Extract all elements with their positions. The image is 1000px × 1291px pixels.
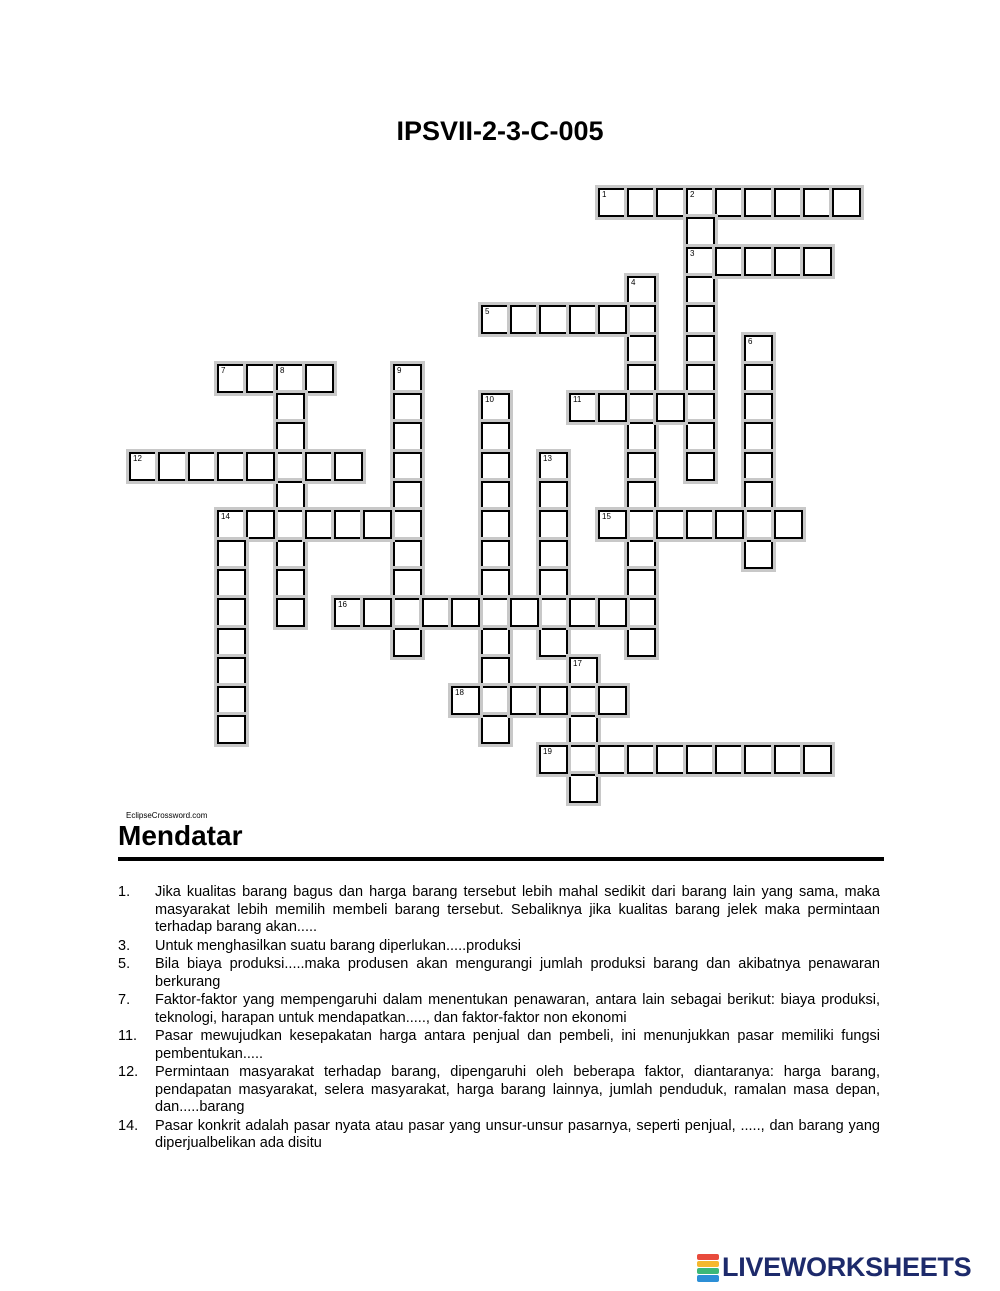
clue-text: Jika kualitas barang bagus dan harga barang tersebut lebih mahal sedikit dari barang lain yang sama, maka masyarakat lebih memilih membeli barang tersebut. Sebaliknya jika kualitas barang jelek maka permintaan terhadap barang akan.....: [155, 884, 880, 935]
crossword-cell[interactable]: [569, 686, 598, 715]
crossword-cell[interactable]: [539, 628, 568, 657]
crossword-cell[interactable]: [744, 481, 773, 510]
clue-number-label: 10: [485, 395, 494, 404]
crossword-cell[interactable]: [363, 598, 392, 627]
page-title: IPSVII-2-3-C-005: [396, 116, 604, 146]
crossword-cell[interactable]: [627, 393, 656, 422]
crossword-cell[interactable]: [481, 628, 510, 657]
crossword-cell[interactable]: [129, 452, 158, 481]
crossword-cell[interactable]: [803, 247, 832, 276]
clue-number: 11.: [118, 1028, 138, 1044]
crossword-cell[interactable]: [627, 364, 656, 393]
crossword-cell[interactable]: [539, 569, 568, 598]
crossword-cell[interactable]: [276, 540, 305, 569]
crossword-cell[interactable]: [393, 510, 422, 539]
crossword-cell[interactable]: [627, 628, 656, 657]
clue-number: 1.: [118, 884, 131, 900]
crossword-cell[interactable]: [598, 686, 627, 715]
clue-item: [118, 884, 880, 937]
crossword-cell[interactable]: [715, 510, 744, 539]
crossword-cell[interactable]: [569, 305, 598, 334]
crossword-cell[interactable]: [481, 569, 510, 598]
clue-number-label: 7: [221, 366, 226, 375]
crossword-cell[interactable]: [481, 657, 510, 686]
crossword-cell[interactable]: [744, 247, 773, 276]
crossword-cell[interactable]: [744, 188, 773, 217]
crossword-cell[interactable]: [627, 598, 656, 627]
crossword-cell[interactable]: [569, 598, 598, 627]
crossword-cell[interactable]: [686, 217, 715, 246]
clue-text: Pasar mewujudkan kesepakatan harga antara penjual dan pembeli, ini menunjukkan pasar memiliki fungsi pembentukan.....: [155, 1028, 880, 1062]
crossword-cell[interactable]: [481, 598, 510, 627]
crossword-cell[interactable]: [656, 188, 685, 217]
crossword-cell[interactable]: [569, 745, 598, 774]
crossword-cell[interactable]: [715, 745, 744, 774]
crossword-cell[interactable]: [539, 540, 568, 569]
clue-text: Pasar konkrit adalah pasar nyata atau pasar yang unsur-unsur pasarnya, seperti penjual, ....., dan barang yang diperjualbelikan ada disitu: [155, 1117, 880, 1151]
crossword-cell[interactable]: [686, 335, 715, 364]
clue-item: [118, 956, 880, 991]
crossword-cell[interactable]: [481, 510, 510, 539]
crossword-cell[interactable]: [656, 745, 685, 774]
crossword-cell[interactable]: [158, 452, 187, 481]
crossword-cell[interactable]: [598, 305, 627, 334]
brand-logo: [697, 1252, 971, 1283]
crossword-cell[interactable]: [539, 452, 568, 481]
crossword-cell[interactable]: [656, 510, 685, 539]
crossword-cell[interactable]: [217, 715, 246, 744]
crossword-cell[interactable]: [276, 510, 305, 539]
crossword-cell[interactable]: [481, 686, 510, 715]
crossword-cell[interactable]: [217, 657, 246, 686]
crossword-cell[interactable]: [744, 364, 773, 393]
crossword-cell[interactable]: [686, 364, 715, 393]
crossword-cell[interactable]: [715, 247, 744, 276]
crossword-cell[interactable]: [393, 393, 422, 422]
clue-number-label: 6: [748, 337, 753, 346]
crossword-cell[interactable]: [393, 569, 422, 598]
clue-number-label: 4: [631, 278, 636, 287]
crossword-cell[interactable]: [188, 452, 217, 481]
clue-number-label: 1: [602, 190, 607, 199]
clue-item: [118, 938, 880, 956]
crossword-cell[interactable]: [686, 276, 715, 305]
crossword-cell[interactable]: [393, 452, 422, 481]
crossword-cell[interactable]: [539, 686, 568, 715]
crossword-cell[interactable]: [217, 598, 246, 627]
crossword-cell[interactable]: [627, 335, 656, 364]
clue-item: [118, 992, 880, 1027]
crossword-cell[interactable]: [686, 305, 715, 334]
clue-number-label: 17: [573, 659, 582, 668]
clue-number-label: 13: [543, 454, 552, 463]
crossword-cell[interactable]: [246, 510, 275, 539]
crossword-cell[interactable]: [598, 510, 627, 539]
crossword-cell[interactable]: [656, 393, 685, 422]
crossword-cell[interactable]: [481, 452, 510, 481]
crossword-cell[interactable]: [334, 598, 363, 627]
crossword-cell[interactable]: [569, 657, 598, 686]
crossword-cell[interactable]: [481, 481, 510, 510]
clue-number-label: 2: [690, 190, 695, 199]
clue-text: Faktor-faktor yang mempengaruhi dalam menentukan penawaran, antara lain sebagai berikut: biaya produksi, teknologi, harapan untuk mendapatkan....., dan faktor-faktor non ekonomi: [155, 992, 880, 1026]
crossword-cell[interactable]: [276, 364, 305, 393]
eclipsecrossword-credit: EclipseCrossword.com: [126, 811, 208, 820]
crossword-cell[interactable]: [627, 481, 656, 510]
crossword-cell[interactable]: [481, 540, 510, 569]
section-divider: [118, 857, 884, 861]
crossword-cell[interactable]: [393, 422, 422, 451]
clue-number: 12.: [118, 1064, 139, 1080]
clue-number: 3.: [118, 937, 131, 954]
crossword-cell[interactable]: [393, 540, 422, 569]
clue-item: [118, 1064, 880, 1117]
crossword-cell[interactable]: [744, 452, 773, 481]
crossword-cell[interactable]: [774, 745, 803, 774]
clue-text: Permintaan masyarakat terhadap barang, dipengaruhi oleh beberapa faktor, diantaranya: harga barang, pendapatan masyarakat, selera masyarakat, harga barang lainnya, jumlah penduduk, ramalan masa depan, dan.....barang: [155, 1064, 880, 1115]
crossword-cell[interactable]: [451, 598, 480, 627]
crossword-cell[interactable]: [627, 540, 656, 569]
crossword-cell[interactable]: [627, 188, 656, 217]
crossword-cell[interactable]: [774, 247, 803, 276]
crossword-cell[interactable]: [686, 745, 715, 774]
crossword-cell[interactable]: [393, 364, 422, 393]
crossword-cell[interactable]: [539, 745, 568, 774]
crossword-cell[interactable]: [305, 452, 334, 481]
crossword-cell[interactable]: [803, 188, 832, 217]
crossword-cell[interactable]: [627, 276, 656, 305]
crossword-cell[interactable]: [481, 305, 510, 334]
crossword-cell[interactable]: [481, 422, 510, 451]
crossword-cell[interactable]: [276, 569, 305, 598]
crossword-cell[interactable]: [393, 628, 422, 657]
crossword-cell[interactable]: [627, 305, 656, 334]
crossword-cell[interactable]: [246, 452, 275, 481]
crossword-cell[interactable]: [539, 481, 568, 510]
crossword-cell[interactable]: [686, 452, 715, 481]
crossword-cell[interactable]: [393, 598, 422, 627]
crossword-cell[interactable]: [510, 686, 539, 715]
clue-list: [118, 884, 880, 1154]
crossword-cell[interactable]: [246, 364, 275, 393]
crossword-cell[interactable]: [744, 745, 773, 774]
crossword-cell[interactable]: [334, 452, 363, 481]
crossword-cell[interactable]: [217, 686, 246, 715]
crossword-cell[interactable]: [305, 510, 334, 539]
crossword-cell[interactable]: [393, 481, 422, 510]
clue-number-label: 3: [690, 249, 695, 258]
crossword-cell[interactable]: [627, 510, 656, 539]
crossword-cell[interactable]: [686, 393, 715, 422]
crossword-cell[interactable]: [686, 188, 715, 217]
crossword-cell[interactable]: [305, 364, 334, 393]
crossword-cell[interactable]: [832, 188, 861, 217]
crossword-cell[interactable]: [686, 510, 715, 539]
crossword-cell[interactable]: [744, 422, 773, 451]
crossword-cell[interactable]: [539, 305, 568, 334]
crossword-cell[interactable]: [627, 452, 656, 481]
crossword-cell[interactable]: [334, 510, 363, 539]
crossword-cell[interactable]: [774, 188, 803, 217]
crossword-cell[interactable]: [276, 393, 305, 422]
crossword-cell[interactable]: [217, 364, 246, 393]
crossword-cell[interactable]: [598, 188, 627, 217]
clue-number: 7.: [118, 992, 131, 1008]
clue-number-label: 9: [397, 366, 402, 375]
section-title-mendatar: Mendatar: [118, 820, 243, 851]
crossword-cell[interactable]: [217, 569, 246, 598]
crossword-cell[interactable]: [217, 628, 246, 657]
crossword-cell[interactable]: [744, 540, 773, 569]
brand-text: LIVEWORKSHEETS: [722, 1252, 972, 1282]
crossword-cell[interactable]: [598, 393, 627, 422]
clue-number: 14.: [118, 1117, 139, 1134]
crossword-cell[interactable]: [744, 510, 773, 539]
crossword-cell[interactable]: [569, 715, 598, 744]
crossword-cell[interactable]: [744, 393, 773, 422]
clue-number-label: 19: [543, 747, 552, 756]
clue-text: Bila biaya produksi.....maka produsen akan mengurangi jumlah produksi barang dan akibatnya penawaran berkurang: [155, 956, 880, 990]
crossword-cell[interactable]: [774, 510, 803, 539]
crossword-cell[interactable]: [276, 452, 305, 481]
crossword-cell[interactable]: [598, 745, 627, 774]
crossword-cell[interactable]: [217, 452, 246, 481]
crossword-cell[interactable]: [539, 598, 568, 627]
crossword-cell[interactable]: [276, 422, 305, 451]
clue-number-label: 8: [280, 366, 285, 375]
crossword-cell[interactable]: [627, 745, 656, 774]
clue-number-label: 15: [602, 512, 611, 521]
crossword-cell[interactable]: [744, 335, 773, 364]
crossword-cell[interactable]: [217, 540, 246, 569]
crossword-cell[interactable]: [363, 510, 392, 539]
crossword-cell[interactable]: [481, 715, 510, 744]
crossword-cell[interactable]: [803, 745, 832, 774]
crossword-cell[interactable]: [627, 422, 656, 451]
crossword-cell[interactable]: [510, 305, 539, 334]
crossword-cell[interactable]: [627, 569, 656, 598]
crossword-cell[interactable]: [217, 510, 246, 539]
clue-number-label: 18: [455, 688, 464, 697]
crossword-cell[interactable]: [481, 393, 510, 422]
clue-number-label: 16: [338, 600, 347, 609]
crossword-cell[interactable]: [451, 686, 480, 715]
crossword-cell[interactable]: [539, 510, 568, 539]
crossword-cell[interactable]: [276, 481, 305, 510]
crossword-cell[interactable]: [686, 422, 715, 451]
crossword-cell[interactable]: [510, 598, 539, 627]
crossword-cell[interactable]: [276, 598, 305, 627]
clue-number-label: 11: [573, 395, 582, 404]
crossword-cell[interactable]: [715, 188, 744, 217]
crossword-cell[interactable]: [422, 598, 451, 627]
clue-item: [118, 1118, 880, 1153]
clue-number-label: 5: [485, 307, 490, 316]
clue-item: [118, 1028, 880, 1063]
crossword-cell[interactable]: [686, 247, 715, 276]
clue-number: 5.: [118, 956, 131, 972]
liveworksheets-logo-icon: [697, 1254, 719, 1282]
clue-text: Untuk menghasilkan suatu barang diperlukan.....produksi: [155, 937, 521, 954]
clue-number-label: 12: [133, 454, 142, 463]
crossword-cell[interactable]: [569, 393, 598, 422]
crossword-cell[interactable]: [598, 598, 627, 627]
clue-number-label: 14: [221, 512, 230, 521]
crossword-cell[interactable]: [569, 774, 598, 803]
